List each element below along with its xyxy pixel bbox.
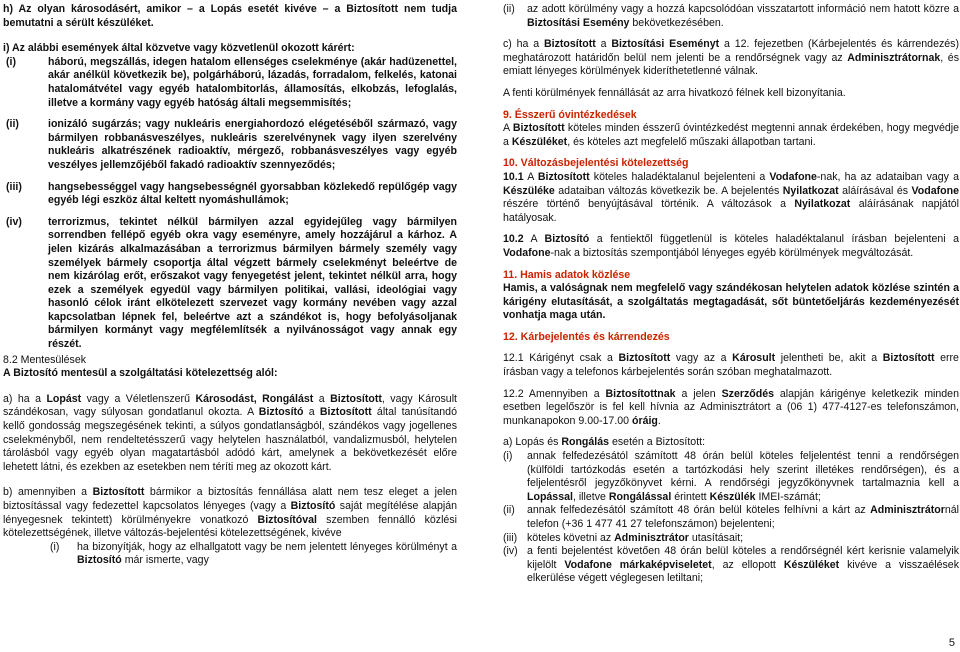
item-text: a fenti bejelentést követően 48 órán belül köteles a rendőrségnél kért kerisnie valamelyik kijelölt Vodafone márkaképviseletet, az ellopott Készüléket kivéve a visszaélések elkerülése végett véglegesen letiltani; [527,545,959,585]
section-8-2-subtitle: A Biztosító mentesül a szolgáltatási kötelezettség alól: [3,367,278,380]
section-10-title: 10. Változásbejelentési kötelezettség [503,157,689,170]
item-number: (iv) [503,545,518,558]
item-text: háború, megszállás, idegen hatalom ellenséges cselekménye (akár hadüzenettel, akár anélkül következik be), polgárháború, lázadás, forradalom, felkelés, katonai hatalomátvétel vagy egyéb hatalombitorlás, államosítás, elkobzás, lefoglalás, illetve a kormány vagy egyéb hatóság általi megsemmisítés; [48,55,457,109]
section-9-text: A Biztosított köteles minden ésszerű óvintézkedést megtenni annak érdekében, hogy megvédje a Készüléket, és köteles azt megfelelő műszaki állapotban tartani. [503,122,959,148]
section-11-title: 11. Hamis adatok közlése [503,268,631,281]
mentesules-b: b) amennyiben a Biztosított bármikor a biztosítás fennállása alatt nem tesz eleget a jelen biztosítással vagy fedezettel kapcsolatos lényeges (vagy a Biztosító saját megítélése alapján lényegesnek tekintett) körülményekre vonatkozó Biztosítóval szemben fennálló közlési kötelezettségének, illetve változás-bejelentési kötelezettségének, kivéve [3,486,457,540]
item-number: (i) [50,540,60,553]
lopas-items-list [503,450,959,586]
section-9-title: 9. Ésszerű óvintézkedések [503,108,637,121]
item-number: (i) [6,55,16,68]
lopas-item [503,545,959,586]
section-10-2-text: 10.2 A Biztosító a fentiektől függetlenül is köteles haladéktalanul írásban bejelenteni a Vodafone-nak a biztosítás szempontjából lényeges egyéb körülmények megváltozását. [503,233,959,259]
item-number: (iv) [6,215,22,228]
item-text: ionizáló sugárzás; vagy nukleáris energiahordozó elégetéséből származó, vagy bármilyen robbanásveszélyes, nukleáris szerelvénynek vagy ilyen szerelvény nukleáris alkatrészének radioaktív, mérgező, robbanásveszélyes vagy egyéb veszélyes jellemzőjéből fakadó radioaktív szennyeződés; [48,118,457,171]
item-number: (ii) [503,504,515,517]
section-10-1-text: 10.1 A Biztosított köteles haladéktalanul bejelenteni a Vodafone-nak, ha az adataiban vagy a Készüléke adataiban változás következik be. A bejelentés Nyilatkozat aláírásával és Vodafone részére történő benyújtásával történik. A változások a Nyilatkozat aláírásának napjától hatályosak. [503,170,960,224]
lopas-rongalas-heading: a) Lopás és Rongálás esetén a Biztosított: [503,436,706,449]
mentesules-b-i [3,541,457,568]
item-number: (iii) [503,531,518,544]
mentesules-c: c) ha a Biztosított a Biztosítási Eseményt a 12. fejezetben (Kárbejelentés és kárrendezés) meghatározott határidőn belül nem jelenti be a rendőrségnek vagy az Adminisztrátornak, és emiatt lényeges körülmények kideríthetetlenné válnak. [503,38,959,78]
item-number: (ii) [6,118,19,131]
mentesules-b-ii [503,3,959,30]
exclusion-i-item [3,56,457,110]
item-text: terrorizmus, tekintet nélkül bármilyen azzal egyidejűleg vagy bármilyen sorrendben fellépő egyéb okra vagy eseményre, amely hozzájárul a kárhoz. A jelen kizárás alkalmazásában a terrorizmus bármilyen bármely személy vagy személyek bármely csoportja által végzett bármely cselekményt beleértve de nem kizárólag erőt, erőszakot vagy fenyegetést jelent, tekintet nélkül arra, hogy ezek a személyek egyedül vagy bármilyen politikai, vallási, ideológiai vagy hasonló célok iránt elkötelezett szervezet vagy kormány nevében vagy azzal kapcsolatban lépnek fel, beleértve azt a szándékot is, hogy befolyásoljanak bármilyen kormányt vagy megfélemlítsék a nyilvánosságot vagy annak egy részét. [48,215,457,351]
lopas-item [503,504,959,531]
item-number: (i) [503,450,513,463]
section-12-title: 12. Kárbejelentés és kárrendezés [503,330,670,343]
section-8-2-title: 8.2 Mentesülések [3,353,87,366]
exclusion-i-item [3,181,457,208]
section-12-2-text: 12.2 Amennyiben a Biztosítottnak a jelen Szerződés alapján kárigénye keletkezik minden esetben legelőször is fel kell hívnia az Adminisztrátort a (06 1) 477-4127-es telefonszámon, munkanapokon 9.00-17.00 óráig. [503,387,959,427]
item-text: annak felfedezésától számított 48 órán belül köteles feljelentést tenni a rendőrségen (külföldi tartózkodás esetén a tartózkodási hely szerint illetékes rendőrségen), és a feljelentésről jegyzőkönyvet kérni. A rendőrségi jegyzőkönyvnek tartalmaznia kell a Lopással, illetve Rongálással érintett Készülék IMEI-számát; [527,450,959,503]
item-text: ha bizonyítják, hogy az elhallgatott vagy be nem jelentett lényeges körülményt a Biztosító már ismerte, vagy [77,540,457,567]
item-text: köteles követni az Adminisztrátor utasításait; [527,531,744,544]
lopas-item [503,450,959,504]
left-column [3,3,457,568]
exclusion-h: h) Az olyan károsodásért, amikor – a Lopás esetét kivéve – a Biztosított nem tudja bemutatni a sérült készüléket. [3,3,457,29]
item-text: hangsebességgel vagy hangsebességnél gyorsabban közlekedő repülőgép vagy egyéb légi eszköz által keltett nyomáshullámok; [48,180,457,207]
item-number: (ii) [503,3,515,15]
section-12-1-text: 12.1 Kárigényt csak a Biztosított vagy az a Károsult jelentheti be, akit a Biztosított erre írásban vagy a telefonos kárbejelentés során szóban meghatalmazott. [503,352,959,379]
exclusion-i-item [3,118,457,172]
item-number: (iii) [6,180,22,193]
proof-note: A fenti körülmények fennállását az arra hivatkozó félnek kell bizonyítania. [503,86,846,99]
item-text: annak felfedezésától számított 48 órán belül köteles felhívni a kárt az Adminisztrátornál telefon (+36 1 477 41 27 telefonszámon) bejelenteni; [527,504,959,530]
exclusion-i-intro: i) Az alábbi események által közvetve vagy közvetlenül okozott kárért: [3,42,355,55]
page-number: 5 [948,637,955,649]
lopas-item [503,532,959,546]
item-text: az adott körülmény vagy a hozzá kapcsolódóan visszatartott információ nem hatott közre a Biztosítási Esemény bekövetkezésében. [527,3,959,29]
exclusion-i-item [3,216,457,352]
section-11-text: Hamis, a valóságnak nem megfelelő vagy szándékosan helytelen adatok közlése szintén a kárigény elutasítását, a szolgáltatás megtagadását, sőt büntetőeljárás kezdeményezését vonhatja maga után. [503,282,959,322]
mentesules-a: a) ha a Lopást vagy a Véletlenszerű Károsodást, Rongálást a Biztosított, vagy Károsult szándékosan, vagy súlyosan gondatlanul okozta. A Biztosító a Biztosított által tanúsítandó kellő gondosság megszegésének tekinti, a súlyos gondatlanságból, szándékos vagy jogellenes cselekményből, nem rendeltetésszerű vagy helytelen használatból, vandalizmusból, helytelen tárolásból vagy egyéb olyan magatartásból adódó kárt, amelynek a bekövetkezését előre lehetett látni, és ezekben az esetekben nem téríti meg az okozott kárt. [3,392,457,473]
right-column [503,3,959,586]
